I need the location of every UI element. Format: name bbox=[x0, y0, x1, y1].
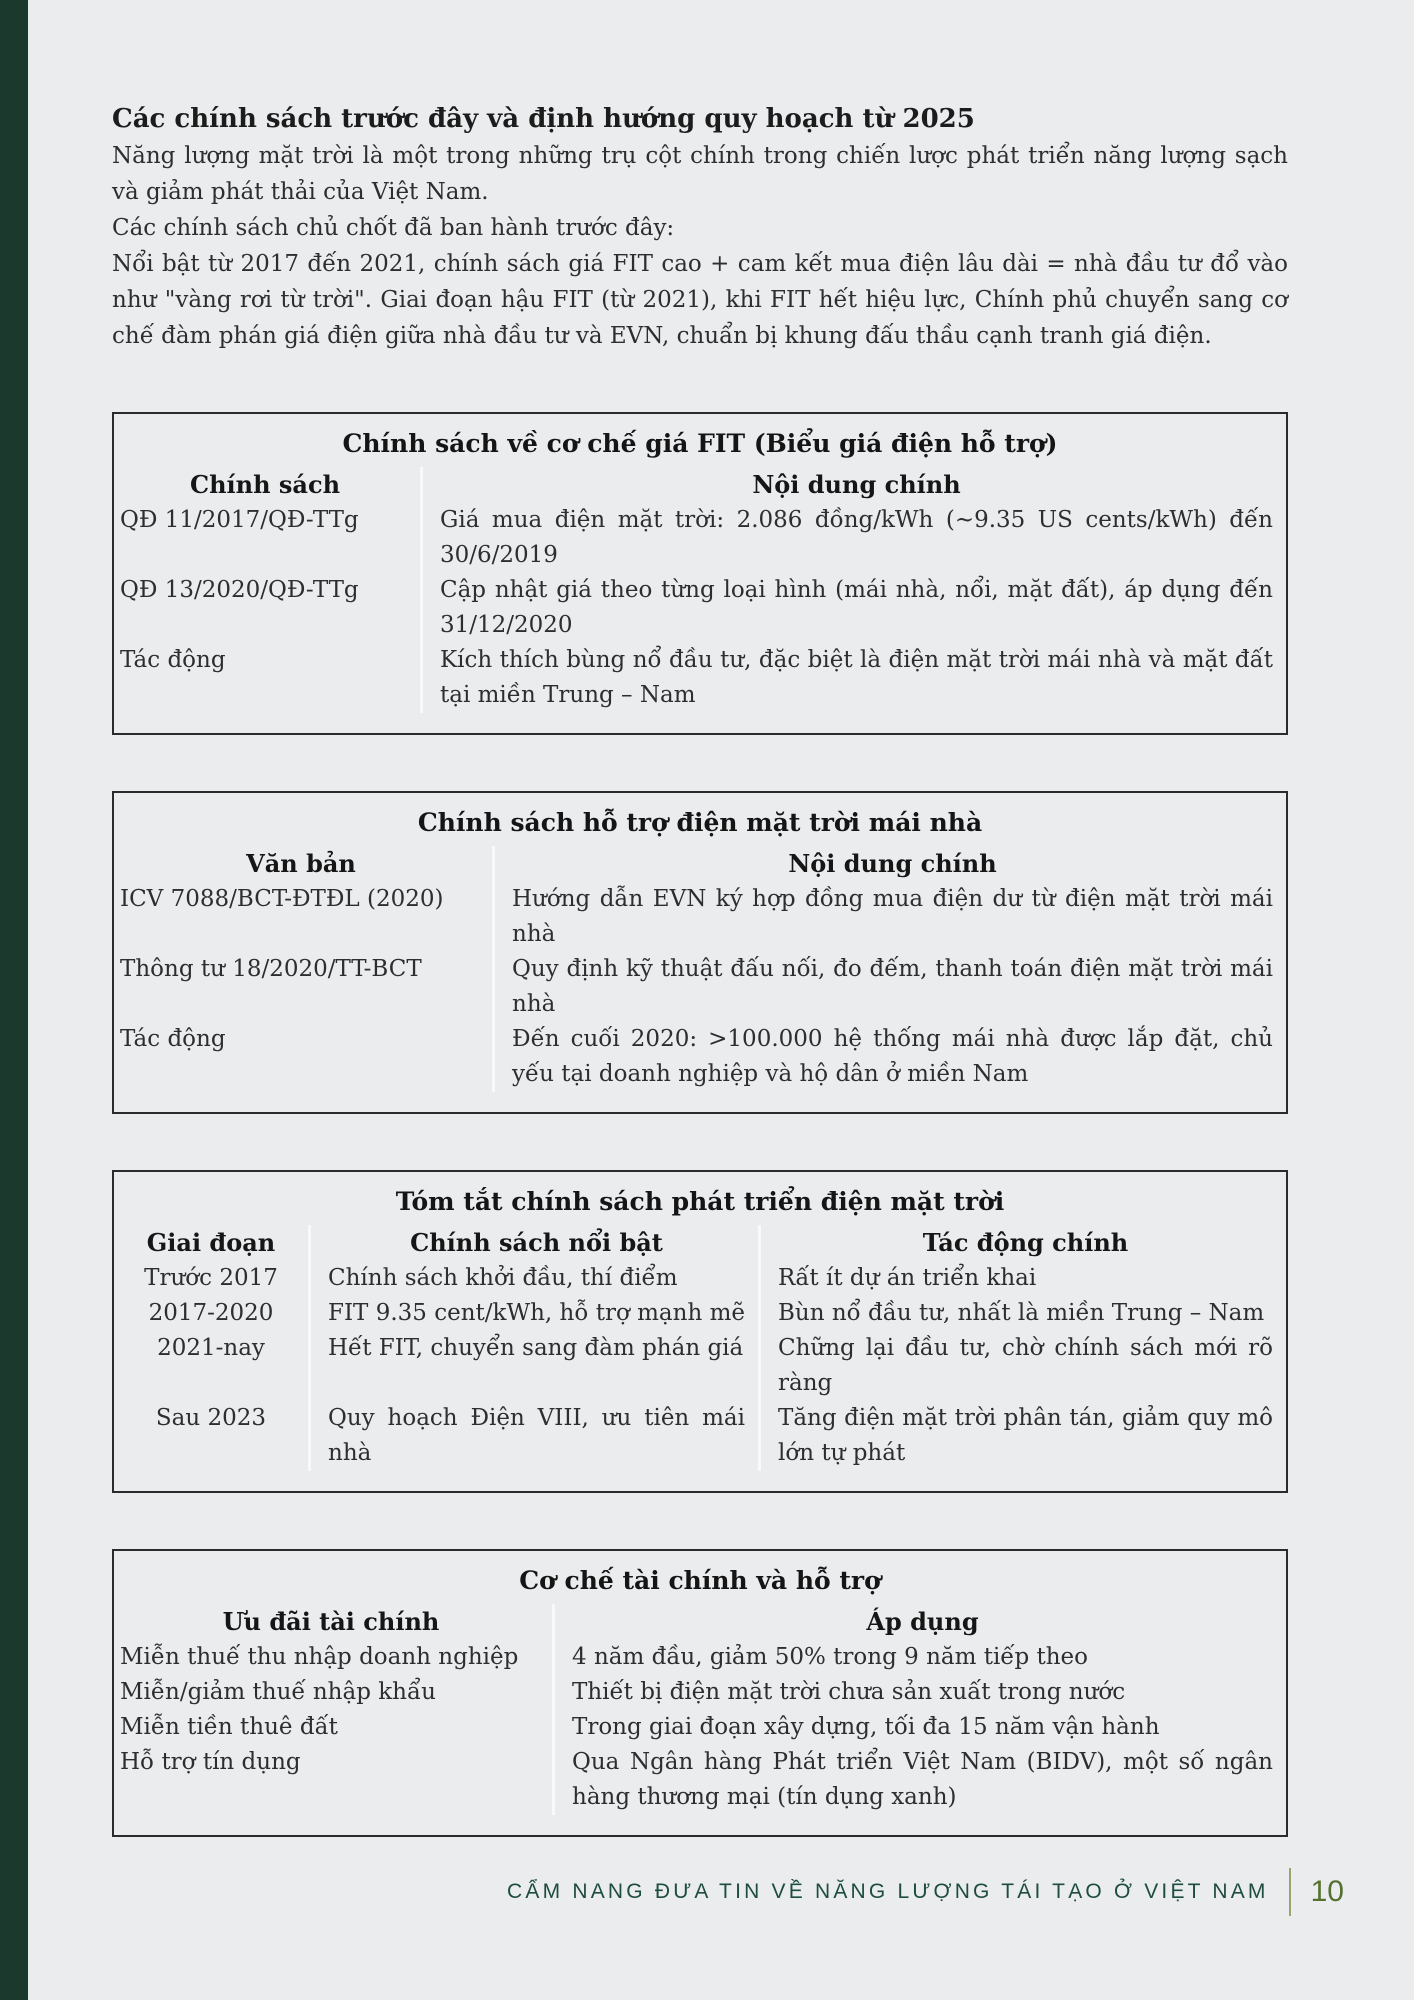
table-cell: Chững lại đầu tư, chờ chính sách mới rõ ràng bbox=[758, 1331, 1286, 1401]
page-footer bbox=[507, 1868, 1344, 1916]
table-cell: Hỗ trợ tín dụng bbox=[120, 1749, 301, 1775]
table-cell: Chính sách khởi đầu, thí điểm bbox=[308, 1261, 758, 1296]
table-cell: Bùn nổ đầu tư, nhất là miền Trung – Nam bbox=[758, 1296, 1286, 1331]
column-header: Áp dụng bbox=[552, 1604, 1286, 1640]
table-cell: Giá mua điện mặt trời: 2.086 đồng/kWh (~9.35 US cents/kWh) đến 30/6/2019 bbox=[420, 503, 1286, 573]
table-cell: Qua Ngân hàng Phát triển Việt Nam (BIDV), một số ngân hàng thương mại (tín dụng xanh) bbox=[552, 1745, 1286, 1815]
table-cell: FIT 9.35 cent/kWh, hỗ trợ mạnh mẽ bbox=[308, 1296, 758, 1331]
fit-price-policy-table bbox=[112, 412, 1288, 735]
column-header: Giai đoạn bbox=[146, 1228, 276, 1257]
left-accent-bar bbox=[0, 0, 28, 2000]
table-body bbox=[114, 846, 1286, 1092]
table-body bbox=[114, 467, 1286, 713]
footer-divider bbox=[1289, 1868, 1291, 1916]
table-cell: Hết FIT, chuyển sang đàm phán giá bbox=[308, 1331, 758, 1401]
table-cell: Thông tư 18/2020/TT-BCT bbox=[120, 956, 422, 982]
table-title: Cơ chế tài chính và hỗ trợ bbox=[519, 1566, 881, 1595]
table-body bbox=[114, 1604, 1286, 1815]
column-header: Văn bản bbox=[246, 849, 356, 878]
content-column bbox=[112, 100, 1288, 1837]
table-cell: Miễn thuế thu nhập doanh nghiệp bbox=[120, 1644, 519, 1670]
table-cell: Sau 2023 bbox=[155, 1405, 267, 1431]
page-number: 10 bbox=[1310, 1875, 1344, 1908]
table-cell: Cập nhật giá theo từng loại hình (mái nhà, nổi, mặt đất), áp dụng đến 31/12/2020 bbox=[420, 573, 1286, 643]
table-cell: ICV 7088/BCT-ĐTĐL (2020) bbox=[120, 886, 444, 912]
table-cell: Trước 2017 bbox=[144, 1265, 278, 1291]
table-cell: Đến cuối 2020: >100.000 hệ thống mái nhà được lắp đặt, chủ yếu tại doanh nghiệp và hộ dân ở miền Nam bbox=[492, 1022, 1286, 1092]
table-cell: Hướng dẫn EVN ký hợp đồng mua điện dư từ điện mặt trời mái nhà bbox=[492, 882, 1286, 952]
table-cell: 4 năm đầu, giảm 50% trong 9 năm tiếp theo bbox=[552, 1640, 1286, 1675]
table-cell: Kích thích bùng nổ đầu tư, đặc biệt là điện mặt trời mái nhà và mặt đất tại miền Trung – Nam bbox=[420, 643, 1286, 713]
column-header: Chính sách bbox=[189, 470, 341, 499]
intro-paragraph: Các chính sách chủ chốt đã ban hành trước đây: bbox=[112, 215, 675, 241]
finance-support-table bbox=[112, 1549, 1288, 1837]
column-header: Chính sách nổi bật bbox=[308, 1225, 758, 1261]
table-title: Chính sách hỗ trợ điện mặt trời mái nhà bbox=[417, 808, 983, 837]
footer-title: CẨM NANG ĐƯA TIN VỀ NĂNG LƯỢNG TÁI TẠO Ở VIỆT NAM bbox=[507, 1880, 1269, 1903]
column-header: Nội dung chính bbox=[492, 846, 1286, 882]
table-cell: 2021-nay bbox=[157, 1335, 265, 1361]
table-cell: Trong giai đoạn xây dựng, tối đa 15 năm vận hành bbox=[552, 1710, 1286, 1745]
table-cell: QĐ 13/2020/QĐ-TTg bbox=[120, 577, 359, 603]
table-cell: Tác động bbox=[120, 1026, 226, 1052]
table-cell: Thiết bị điện mặt trời chưa sản xuất trong nước bbox=[552, 1675, 1286, 1710]
rooftop-solar-policy-table bbox=[112, 791, 1288, 1114]
table-cell: Rất ít dự án triển khai bbox=[758, 1261, 1286, 1296]
column-header: Tác động chính bbox=[758, 1225, 1286, 1261]
table-cell: Tăng điện mặt trời phân tán, giảm quy mô lớn tự phát bbox=[758, 1401, 1286, 1471]
column-header: Nội dung chính bbox=[420, 467, 1286, 503]
table-title: Chính sách về cơ chế giá FIT (Biểu giá điện hỗ trợ) bbox=[342, 429, 1058, 458]
table-cell: Miễn/giảm thuế nhập khẩu bbox=[120, 1679, 436, 1705]
table-cell: Miễn tiền thuê đất bbox=[120, 1714, 338, 1740]
table-cell: Tác động bbox=[120, 647, 226, 673]
table-cell: QĐ 11/2017/QĐ-TTg bbox=[120, 507, 359, 533]
column-header: Ưu đãi tài chính bbox=[222, 1607, 440, 1636]
intro-paragraph: Nổi bật từ 2017 đến 2021, chính sách giá FIT cao + cam kết mua điện lâu dài = nhà đầu tư đổ vào như "vàng rơi từ trời". Giai đoạn hậu FIT (từ 2021), khi FIT hết hiệu lực, Chính phủ chuyển sang cơ chế đàm phán giá điện giữa nhà đầu tư và EVN, chuẩn bị khung đấu thầu cạnh tranh giá điện. bbox=[112, 251, 1288, 349]
solar-policy-summary-table bbox=[112, 1170, 1288, 1493]
intro-paragraph: Năng lượng mặt trời là một trong những trụ cột chính trong chiến lược phát triển năng lượng sạch và giảm phát thải của Việt Nam. bbox=[112, 143, 1288, 205]
table-cell: Quy hoạch Điện VIII, ưu tiên mái nhà bbox=[308, 1401, 758, 1471]
table-body bbox=[114, 1225, 1286, 1471]
section-heading: Các chính sách trước đây và định hướng quy hoạch từ 2025 bbox=[112, 104, 975, 134]
table-cell: Quy định kỹ thuật đấu nối, đo đếm, thanh toán điện mặt trời mái nhà bbox=[492, 952, 1286, 1022]
table-cell: 2017-2020 bbox=[148, 1300, 274, 1326]
table-title: Tóm tắt chính sách phát triển điện mặt trời bbox=[395, 1187, 1005, 1216]
